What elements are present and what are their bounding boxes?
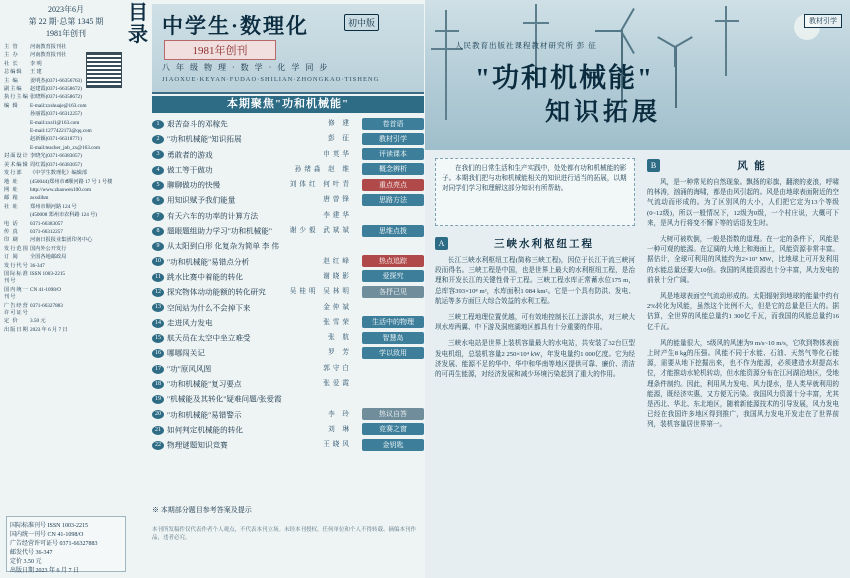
cover-established: 1981年创刊 bbox=[164, 40, 276, 60]
colophon-key bbox=[4, 136, 30, 143]
colophon-value: http://www.zhaowen100.com bbox=[30, 186, 92, 193]
colophon-key: 电 话 bbox=[4, 220, 19, 227]
colophon-row bbox=[4, 44, 128, 51]
toc-item-author: 张爱霞 bbox=[323, 380, 352, 388]
colophon-key: 地 址 bbox=[4, 178, 19, 185]
toc-item[interactable] bbox=[152, 330, 424, 345]
toc-category-tag[interactable]: 金钥匙 bbox=[362, 439, 424, 451]
colophon-value: CN 41-1098/O bbox=[30, 286, 61, 293]
toc-item[interactable] bbox=[152, 208, 424, 223]
colophon-key: 主 办 bbox=[4, 52, 19, 59]
toc-category-tag[interactable]: 重点亮点 bbox=[362, 179, 424, 191]
toc-item-number: 4 bbox=[152, 166, 164, 175]
issue-badge bbox=[6, 516, 126, 572]
colophon-row bbox=[4, 327, 128, 334]
toc-item-author: 唐曾锋 bbox=[323, 196, 352, 204]
toc-category-tag[interactable]: 各抒己见 bbox=[362, 286, 424, 298]
colophon-key: 主 管 bbox=[4, 44, 19, 50]
article-column-right bbox=[647, 158, 839, 570]
toc-item-number: 10 bbox=[152, 257, 164, 266]
toc-item-number: 9 bbox=[152, 242, 164, 251]
toc-item-number: 19 bbox=[152, 395, 164, 404]
toc-item-author: 修 建 bbox=[328, 120, 352, 127]
header-badge: 教材引学 bbox=[804, 14, 842, 28]
toc-item-title: 用知识赋予我们能量 bbox=[167, 196, 236, 206]
colophon-value: 36-347 bbox=[30, 262, 45, 269]
toc-item-number: 3 bbox=[152, 150, 164, 159]
colophon-row bbox=[4, 170, 128, 177]
colophon-key bbox=[4, 145, 30, 152]
section-header-wind-energy bbox=[647, 158, 839, 173]
colophon-value: zsxsllhm bbox=[30, 195, 49, 202]
toc-item-author: 孙绪淼 赵 维 bbox=[294, 165, 352, 173]
toc-item-number: 18 bbox=[152, 380, 164, 389]
toc-item-author: 刘体红 何叶青 bbox=[289, 181, 352, 189]
colophon-value: 李 明 bbox=[30, 60, 42, 67]
toc-item-author: 罗 芳 bbox=[328, 349, 352, 357]
toc-item-title: 空间站为什么不会掉下来 bbox=[167, 303, 251, 313]
toc-item[interactable] bbox=[152, 192, 424, 207]
table-of-contents bbox=[152, 116, 424, 536]
colophon-row bbox=[4, 287, 128, 302]
colophon-row bbox=[4, 204, 128, 211]
colophon-key: 订 阅 bbox=[4, 254, 19, 261]
colophon-row bbox=[4, 61, 128, 68]
toc-item-author: 李建华 bbox=[323, 211, 352, 219]
toc-item-title: 勇敢者的游戏 bbox=[167, 150, 213, 160]
toc-item[interactable] bbox=[152, 345, 424, 360]
toc-category-tag[interactable]: 热议自答 bbox=[362, 408, 424, 420]
toc-item-title: "功和机械能"易错警示 bbox=[167, 410, 242, 420]
toc-footer: 本刊所发稿件仅代表作者个人观点，不代表本刊立场。未经本刊授权，任何单位和个人不得转载、摘编本刊作品，违者必究。 bbox=[152, 527, 417, 541]
toc-item-author: 谢少毅 武斌斌 bbox=[289, 227, 352, 235]
section-title-a: 三峡水利枢纽工程 bbox=[494, 239, 594, 250]
toc-item[interactable] bbox=[152, 391, 424, 406]
paragraph: 风，是一种常见的自然现象。飘扬的彩旗，翻滚的麦浪，呼啸的林涛，汹涌的海啸，都是由风引起的。风是由地球表面附近的空气流动而形成的。为了区别风的大小，人们把它定为13个等级(0~12级)，所以一般情况下，12级为0级，一个村庄说，大概可下来，是风力行将变不懈下等的话语发生时。 bbox=[647, 179, 839, 227]
feature-bar: 本期聚焦"功和机械能" bbox=[152, 96, 424, 113]
colophon-row bbox=[4, 162, 128, 169]
issue-badge-line: 定价 3.50 元 bbox=[10, 559, 42, 565]
colophon-key bbox=[4, 111, 30, 118]
toc-item-author: 刘 琳 bbox=[328, 425, 352, 433]
toc-item-number: 1 bbox=[152, 120, 164, 129]
toc-item-number: 5 bbox=[152, 181, 164, 190]
toc-item[interactable] bbox=[152, 116, 424, 131]
colophon-value: ISSN 1003-2215 bbox=[30, 270, 66, 277]
colophon-row bbox=[4, 136, 128, 143]
colophon-key: 主 编 bbox=[4, 77, 19, 84]
toc-item-author: 张 航 bbox=[328, 334, 352, 342]
colophon-key: 社 长 bbox=[4, 60, 19, 67]
colophon-row bbox=[4, 52, 128, 59]
colophon-key: 国际标准刊号 bbox=[4, 270, 29, 285]
toc-item-title: 聊聊做功的快慢 bbox=[167, 180, 221, 190]
colophon-row bbox=[4, 179, 128, 186]
colophon-value: (450044)郑州市ർ顺河路 17 号 1 号楼 bbox=[30, 178, 113, 185]
section-title-b: 风 能 bbox=[737, 161, 767, 172]
cover-strip-pinyin: JIAOXUE·KEYAN·FUDAO·SHILIAN·ZHONGKAO·TISHENG bbox=[162, 76, 380, 83]
toc-item-author: 谢晓影 bbox=[323, 272, 352, 280]
toc-item-title: "功和机械能"易错点分析 bbox=[167, 257, 250, 267]
header-photo bbox=[425, 0, 850, 150]
toc-item-number: 8 bbox=[152, 227, 164, 236]
toc-category-tag[interactable]: 热点追踪 bbox=[362, 255, 424, 267]
masthead bbox=[6, 4, 126, 40]
toc-item-title: "机械能及其转化"疑难问题/张爱霞 bbox=[167, 394, 282, 404]
colophon-key: 广告经营许可证号 bbox=[4, 302, 29, 316]
toc-category-tag[interactable]: 思维点拨 bbox=[362, 225, 424, 237]
colophon-value: 孙丽霞(0371-66312257) bbox=[30, 111, 82, 118]
toc-item-author: 金仲斌 bbox=[323, 303, 352, 311]
colophon-row bbox=[4, 69, 128, 76]
colophon-value: E-mail:1277422173@qq.com bbox=[30, 128, 92, 135]
colophon-key: 总编辑 bbox=[4, 69, 23, 76]
colophon-value: 李晓光(0371-66383057) bbox=[30, 153, 82, 160]
article-title-line1: "功和机械能" bbox=[475, 63, 654, 93]
toc-item-title: 跳水比赛中着能的转化 bbox=[167, 272, 243, 282]
colophon-value: 郑州市顺河路 124 号 bbox=[30, 203, 77, 210]
toc-item-title: "功和机械能"复习要点 bbox=[167, 379, 242, 389]
colophon-key: 国内统一刊号 bbox=[4, 286, 29, 301]
lead-paragraph: 在我们的日常生活和生产实践中，处处都有功和机械能的影子。本期我们把与功和机械能相关的知识进行适当的拓展，以期对同学们学习和理解这部分知识有所帮助。 bbox=[435, 158, 635, 226]
colophon-value: 赵新颖(0371-66318771) bbox=[30, 136, 82, 143]
toc-item-title: 航天员在太空中坐立难受 bbox=[167, 333, 251, 343]
toc-item[interactable] bbox=[152, 177, 424, 192]
colophon-row bbox=[4, 246, 128, 253]
colophon-key: 邮 箱 bbox=[4, 195, 19, 202]
toc-item-title: 从太阳到白形 化复杂为简单 李 伟 bbox=[167, 241, 280, 251]
colophon-row bbox=[4, 254, 128, 261]
toc-category-tag[interactable]: 思路方法 bbox=[362, 194, 424, 206]
colophon-row bbox=[4, 153, 128, 160]
toc-item-number: 13 bbox=[152, 303, 164, 312]
toc-item-title: 艰苦奋斗的邓稼先 bbox=[167, 119, 228, 129]
toc-item-title: 如何判定机械能的转化 bbox=[167, 425, 243, 435]
masthead-date: 2023年6月 bbox=[48, 5, 84, 14]
colophon-row bbox=[4, 111, 128, 118]
toc-item[interactable] bbox=[152, 437, 424, 452]
toc-item-title: 走进风力发电 bbox=[167, 318, 213, 328]
toc-category-tag[interactable]: 生活中的物理 bbox=[362, 316, 424, 328]
colophon-row bbox=[4, 94, 128, 101]
colophon-row bbox=[4, 120, 128, 127]
toc-item[interactable] bbox=[152, 422, 424, 437]
toc-category-tag[interactable]: 智慧岛 bbox=[362, 332, 424, 344]
toc-item[interactable] bbox=[152, 147, 424, 162]
toc-item-author: 彭 征 bbox=[328, 135, 352, 143]
toc-item-number: 21 bbox=[152, 426, 164, 435]
colophon-value: 河南教育报刊社 bbox=[30, 52, 67, 59]
colophon-key bbox=[4, 120, 30, 127]
toc-item-title: 哪哪闯关记 bbox=[167, 349, 205, 359]
toc-item-author: 赵红峰 bbox=[323, 257, 352, 265]
byline: 人民教育出版社课程教材研究所 彭 征 bbox=[455, 41, 597, 50]
colophon-key: 编 辑 bbox=[4, 102, 19, 109]
toc-item[interactable] bbox=[152, 223, 424, 238]
paragraph: 大树可被吹倒，一般是指数的道理。在一定的条件下，风能是一种可观的能源。在辽阔的大地上和海面上，风能资源非常丰富。据估计，全球可利用的风能约为2×10⁷ MW，比地球上可开发利用的水能总量还要大10倍。我国的风能资源也十分丰富，风力发电的前景十分广阔。 bbox=[647, 236, 839, 284]
colophon-value: 周红霞(0371-66383057) bbox=[30, 161, 82, 168]
toc-category-tag[interactable]: 概念辨析 bbox=[362, 163, 424, 175]
toc-category-tag[interactable]: 教材引学 bbox=[362, 133, 424, 145]
toc-item-title: 做工等于做功 bbox=[167, 165, 213, 175]
colophon-key: 发行范围 bbox=[4, 245, 29, 252]
toc-vertical-title: 目录 bbox=[128, 2, 150, 46]
toc-category-tag[interactable]: 学以致用 bbox=[362, 347, 424, 359]
cover-banner bbox=[152, 4, 424, 94]
colophon-value: 《中学生数理化》编辑部 bbox=[30, 170, 88, 177]
colophon-row bbox=[4, 229, 128, 236]
colophon-value: E-mail:teacher_job_zx@163.com bbox=[30, 144, 101, 151]
colophon-value: (450008 郑州市农科路 124 号) bbox=[30, 212, 98, 219]
colophon-key: 定 价 bbox=[4, 318, 19, 325]
issue-badge-line: 出版日期 2023 年 6 月 7 日 bbox=[10, 568, 80, 574]
toc-item-author: 吴桂明 吴林明 bbox=[289, 288, 352, 296]
cover-strip: 八 年 级 物 理 · 数 学 · 化 学 同 步 bbox=[162, 63, 330, 72]
colophon-value: 全国各地邮政局 bbox=[30, 254, 67, 261]
toc-item-author: 李 玲 bbox=[328, 410, 352, 418]
colophon-key: 美术编辑 bbox=[4, 161, 29, 168]
colophon-row bbox=[4, 103, 128, 110]
colophon-row bbox=[4, 187, 128, 194]
toc-item-title: 探究物体动动能额的转化研究 bbox=[167, 287, 266, 297]
paragraph: 三峡水电站是世界上装机容量最大的水电站，共安装了32台巨型发电机组，总装机容量2 250×10⁴ kW，年发电量约1 000亿度。它为经济发展、能源不足的华中、华中和华南等地区提供可靠、廉价、清洁的可再生能源，对经济发展和减少环境污染起到了重大的作用。 bbox=[435, 340, 635, 379]
colophon-row bbox=[4, 195, 128, 202]
colophon-value: 王 建 bbox=[30, 69, 42, 76]
colophon-row bbox=[4, 263, 128, 270]
toc-item[interactable] bbox=[152, 254, 424, 269]
toc-item-author: 张雪荣 bbox=[323, 318, 352, 326]
toc-note: ※ 本期部分题目参考答案及提示 bbox=[152, 506, 252, 514]
toc-item-number: 12 bbox=[152, 288, 164, 297]
toc-item-number: 20 bbox=[152, 410, 164, 419]
colophon-value: 国内外公开发行 bbox=[30, 245, 67, 252]
toc-item[interactable] bbox=[152, 269, 424, 284]
toc-item[interactable] bbox=[152, 315, 424, 330]
toc-item-title: "功"原风风图 bbox=[167, 364, 212, 374]
colophon-key: 发行代号 bbox=[4, 262, 29, 269]
colophon-key: 印 刷 bbox=[4, 237, 19, 244]
paragraph: 风是地球表面空气流动形成的。太阳辐射到地球的能量中约有2%转化为风能，虽然这个比例不大，但是它的总量是巨大的。据估算，全世界的风能总量约1 300亿千瓦，而我国的风能总量约16亿千瓦。 bbox=[647, 293, 839, 331]
toc-item[interactable] bbox=[152, 284, 424, 299]
issue-badge-line: 国际标准刊号 ISSN 1003-2215 bbox=[10, 523, 89, 529]
toc-item-title: 有天六车的功率的计算方法 bbox=[167, 211, 259, 221]
colophon-row bbox=[4, 145, 128, 152]
section-icon-a: A bbox=[435, 237, 448, 250]
colophon-row bbox=[4, 237, 128, 244]
colophon-row bbox=[4, 303, 128, 318]
toc-item[interactable] bbox=[152, 162, 424, 177]
toc-category-tag[interactable]: 爱探究 bbox=[362, 270, 424, 282]
colophon-row bbox=[4, 78, 128, 85]
paragraph: 三峡工程地理位置优越，可有效地控制长江上游洪水，对三峡大坝水库两翼、中下游及洞庭湖地区都具有十分重要的作用。 bbox=[435, 314, 635, 332]
cover-title: 中学生·数理化 bbox=[162, 14, 310, 38]
colophon-value: 河南日报报业集团印务中心 bbox=[30, 237, 93, 244]
toc-item-title: 物理谜题知识竞赛 bbox=[167, 440, 228, 450]
toc-item[interactable] bbox=[152, 361, 424, 376]
toc-item-number: 2 bbox=[152, 135, 164, 144]
toc-category-tag[interactable]: 竞赛之窗 bbox=[362, 423, 424, 435]
masthead-founded: 1981年创刊 bbox=[46, 29, 86, 38]
toc-category-tag[interactable]: 评读课本 bbox=[362, 148, 424, 160]
colophon-row bbox=[4, 271, 128, 286]
colophon-row bbox=[4, 86, 128, 93]
colophon-row bbox=[4, 128, 128, 135]
colophon-value: 张晓辉(0371-66358672) bbox=[30, 94, 82, 101]
colophon-key: 出版日期 bbox=[4, 326, 29, 333]
colophon-key: 封面设计 bbox=[4, 153, 29, 160]
toc-item[interactable] bbox=[152, 131, 424, 146]
toc-item-author: 申英华 bbox=[323, 150, 352, 158]
colophon-row bbox=[4, 221, 128, 228]
colophon-value: 河南教育报刊社 bbox=[30, 44, 67, 50]
toc-item-number: 6 bbox=[152, 196, 164, 205]
article-title-line2: 知识拓展 bbox=[545, 99, 662, 126]
colophon-value: 2023 年 6 月 7 日 bbox=[30, 326, 68, 333]
issue-badge-line: 邮发代号 36-347 bbox=[10, 550, 53, 556]
cover-subtitle: 初中版 bbox=[344, 14, 379, 31]
colophon-key: 执行主编 bbox=[4, 94, 29, 101]
colophon-value: 0371-66383057 bbox=[30, 220, 63, 227]
toc-item-author: 王晓风 bbox=[323, 441, 352, 449]
masthead-issue: 第 22 期·总第 1345 期 bbox=[28, 17, 104, 26]
issue-badge-line: 广告经营许可证号 0371-66327883 bbox=[10, 541, 98, 547]
colophon-key: 社 址 bbox=[4, 203, 19, 210]
colophon-value: 姜明杰(0371-66356763) bbox=[30, 77, 82, 84]
colophon-row bbox=[4, 318, 128, 325]
toc-item-number: 11 bbox=[152, 273, 164, 282]
article-column-left bbox=[435, 158, 635, 570]
toc-item-number: 22 bbox=[152, 441, 164, 450]
colophon-row bbox=[4, 212, 128, 219]
toc-category-tag[interactable]: 卷首语 bbox=[362, 118, 424, 130]
toc-item-title: "功和机械能"知识拓展 bbox=[167, 134, 242, 144]
colophon-value: E-mail:zxsl1@163.com bbox=[30, 119, 80, 126]
toc-item-number: 15 bbox=[152, 334, 164, 343]
colophon bbox=[4, 44, 128, 514]
colophon-value: 0371-66312257 bbox=[30, 228, 63, 235]
toc-item-number: 7 bbox=[152, 212, 164, 221]
section-icon-b: B bbox=[647, 159, 660, 172]
right-page bbox=[425, 0, 850, 578]
colophon-value: 赵建霞(0371-66358672) bbox=[30, 86, 82, 93]
issue-badge-line: 国内统一刊号 CN 41-1098/O bbox=[10, 532, 84, 538]
paragraph: 长江三峡水利枢纽工程(简称三峡工程)，因位于长江干流三峡河段而得名。三峡工程是中国，也是世界上最大的水利枢纽工程，是治理和开发长江的关键性骨干工程。三峡工程水库正常蓄水位175 m，总库容393×10⁸ m³，水库面积1 084 km²。它是一个具有防洪、发电、航运等多方面巨大综合效益的水利工程。 bbox=[435, 257, 635, 305]
toc-item-number: 14 bbox=[152, 319, 164, 328]
colophon-value: 3.50 元 bbox=[30, 318, 46, 325]
colophon-key: 发行部 bbox=[4, 170, 23, 177]
colophon-key: 副主编 bbox=[4, 86, 23, 93]
colophon-key: 网 址 bbox=[4, 186, 19, 193]
toc-item-title: 题眼题组助力学习"功和机械能" bbox=[167, 226, 272, 236]
toc-item-number: 17 bbox=[152, 365, 164, 374]
toc-item[interactable] bbox=[152, 238, 424, 253]
paragraph: 风的能量很大，5级风的风速为9 m/s~10 m/s，它吹到物体表面上时产生8 kg的压强。风能不同于水能、石油、天然气等化石能源，需要从地下挖掘出来，也不作为能源，必须建造水坝提高水位，才能推动水轮机转动，但水能资源分布在江河湖泊地区，受地理条件制约。因此，利用风力发电、风力提水，是人类早就利用的能源，既经济实惠，又方便无污染。我国风力资源十分丰富，尤其是西北、华北、东北地区，随着新能源技术的引导发展，风力发电已经在我国许多地区得到推广，我国风力发电开发走在了世界前列，装机容量居世界第一。 bbox=[647, 339, 839, 429]
colophon-key bbox=[4, 128, 30, 135]
toc-item[interactable] bbox=[152, 300, 424, 315]
toc-item[interactable] bbox=[152, 407, 424, 422]
toc-item-number: 16 bbox=[152, 349, 164, 358]
colophon-key: 传 真 bbox=[4, 228, 19, 235]
section-header-three-gorges bbox=[435, 236, 635, 251]
colophon-value: 0371-66327883 bbox=[30, 302, 63, 309]
colophon-value: E-mail:zxshuaje@163.com bbox=[30, 102, 87, 109]
colophon-key bbox=[4, 212, 30, 219]
toc-item-author: 郭守白 bbox=[323, 364, 352, 372]
toc-item[interactable] bbox=[152, 376, 424, 391]
